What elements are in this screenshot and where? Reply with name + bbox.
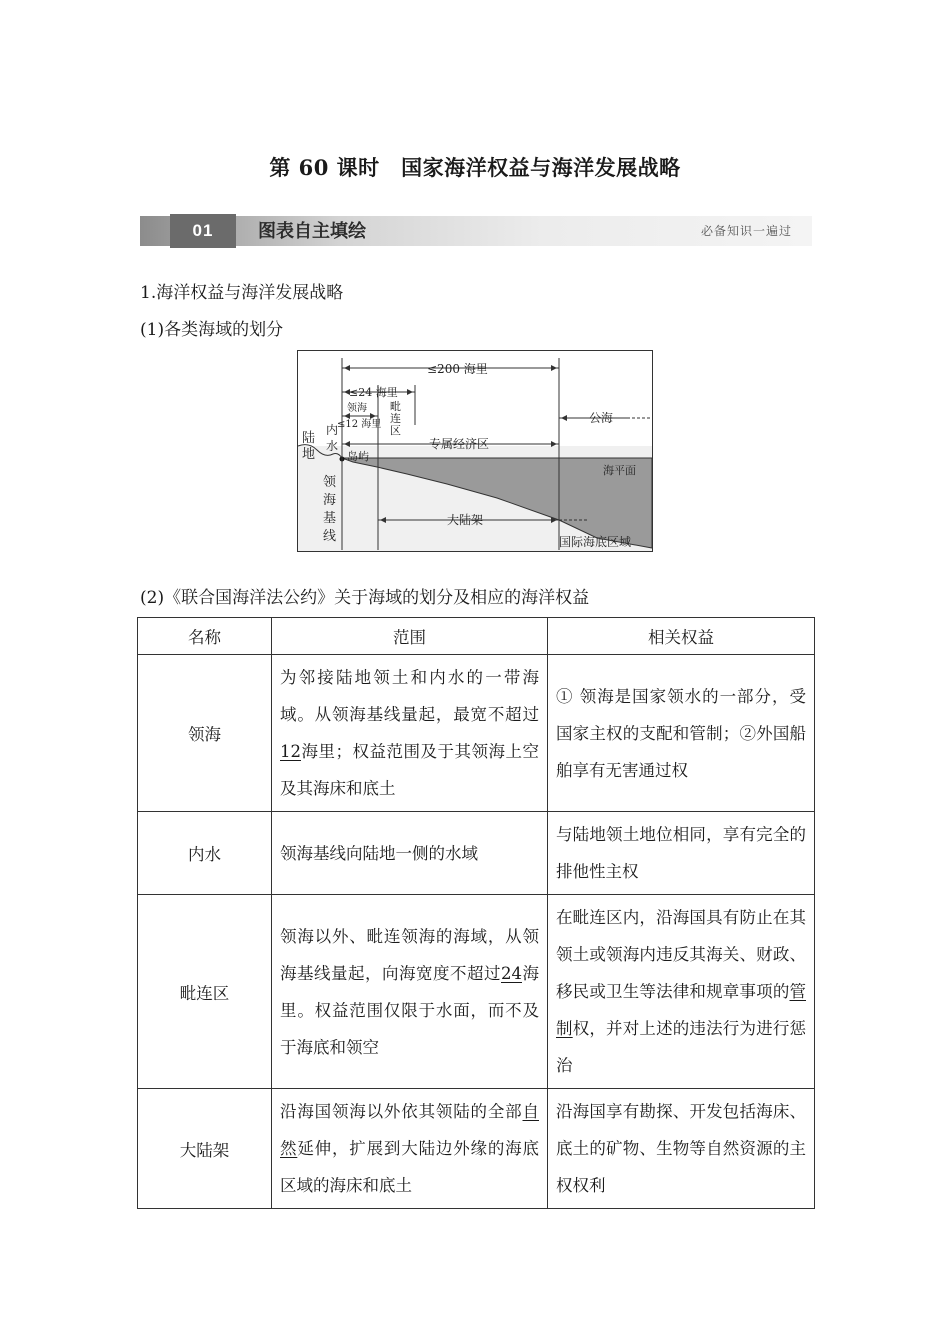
header-scope: 范围 (272, 618, 548, 655)
label-land-2: 地 (302, 447, 316, 462)
label-seabed-area: 国际海底区域 (559, 535, 632, 549)
row-scope: 领海以外、毗连领海的海域，从领海基线量起，向海宽度不超过24海里。权益范围仅限于水面，而不及于海底和领空 (272, 895, 548, 1089)
blank-fill: 管制 (556, 982, 806, 1038)
label-continental-shelf: 大陆架 (447, 513, 484, 527)
page-title: 第 60 课时 国家海洋权益与海洋发展战略 (269, 155, 681, 180)
row-rights: 与陆地领土地位相同，享有完全的排他性主权 (548, 812, 815, 895)
row-scope: 沿海国领海以外依其领陆的全部自然延伸，扩展到大陆边外缘的海底区域的海床和底土 (272, 1089, 548, 1209)
label-island: 岛屿 (347, 450, 369, 463)
blank-fill: 24 (501, 963, 522, 983)
label-baseline-3: 基 (323, 511, 337, 526)
blank-fill: 自然 (280, 1102, 539, 1158)
section-title: 图表自主填绘 (258, 221, 366, 241)
label-12-nm: ≤12 海里 (337, 419, 382, 430)
table-row (138, 655, 815, 812)
table-row (138, 812, 815, 895)
section-note: 必备知识一遍过 (700, 224, 792, 238)
section-number-badge: 01 (170, 214, 236, 248)
row-rights: 在毗连区内，沿海国具有防止在其领土或领海内违反其海关、财政、移民或卫生等法律和规章事项的管制权，并对上述的违法行为进行惩治 (548, 895, 815, 1089)
table-row (138, 895, 815, 1089)
label-contiguous-3: 区 (390, 424, 401, 437)
label-inner-1: 内 (326, 423, 339, 437)
row-name: 内水 (138, 812, 272, 895)
label-baseline-4: 线 (323, 529, 337, 544)
label-baseline-2: 海 (323, 493, 337, 508)
sea-rights-table (137, 617, 815, 1209)
label-inner-2: 水 (326, 439, 339, 453)
row-scope: 领海基线向陆地一侧的水域 (272, 812, 548, 895)
row-name: 毗连区 (138, 895, 272, 1089)
sea-division-diagram (297, 350, 653, 552)
section-banner (140, 214, 812, 248)
label-baseline-1: 领 (323, 475, 337, 490)
diagram-svg (297, 350, 653, 552)
header-rights: 相关权益 (548, 618, 815, 655)
label-contiguous-1: 毗 (390, 400, 401, 413)
label-contiguous-2: 连 (390, 412, 401, 425)
row-name: 大陆架 (138, 1089, 272, 1209)
row-rights: 沿海国享有勘探、开发包括海床、底土的矿物、生物等自然资源的主权权利 (548, 1089, 815, 1209)
heading-ocean-rights: 1.海洋权益与海洋发展战略 (140, 283, 344, 303)
label-sea-level: 海平面 (603, 464, 636, 477)
row-rights: ① 领海是国家领水的一部分，受国家主权的支配和管制；②外国船舶享有无害通过权 (548, 655, 815, 812)
row-name: 领海 (138, 655, 272, 812)
row-scope: 为邻接陆地领土和内水的一带海域。从领海基线量起，最宽不超过12海里；权益范围及于其领海上空及其海床和底土 (272, 655, 548, 812)
label-territorial-sea: 领海 (347, 403, 367, 414)
table-row (138, 1089, 815, 1209)
blank-fill: 12 (280, 742, 301, 761)
subheading-unclos: (2)《联合国海洋法公约》关于海域的划分及相应的海洋权益 (140, 588, 590, 608)
header-name: 名称 (138, 618, 272, 655)
label-high-seas: 公海 (589, 411, 614, 425)
label-200-nm: ≤200 海里 (427, 362, 488, 376)
label-24-nm: ≤24 海里 (349, 386, 398, 399)
label-eez: 专属经济区 (429, 437, 490, 451)
table-header-row (138, 618, 815, 655)
subheading-sea-division: (1)各类海域的划分 (140, 320, 284, 340)
label-land-1: 陆 (302, 431, 316, 446)
